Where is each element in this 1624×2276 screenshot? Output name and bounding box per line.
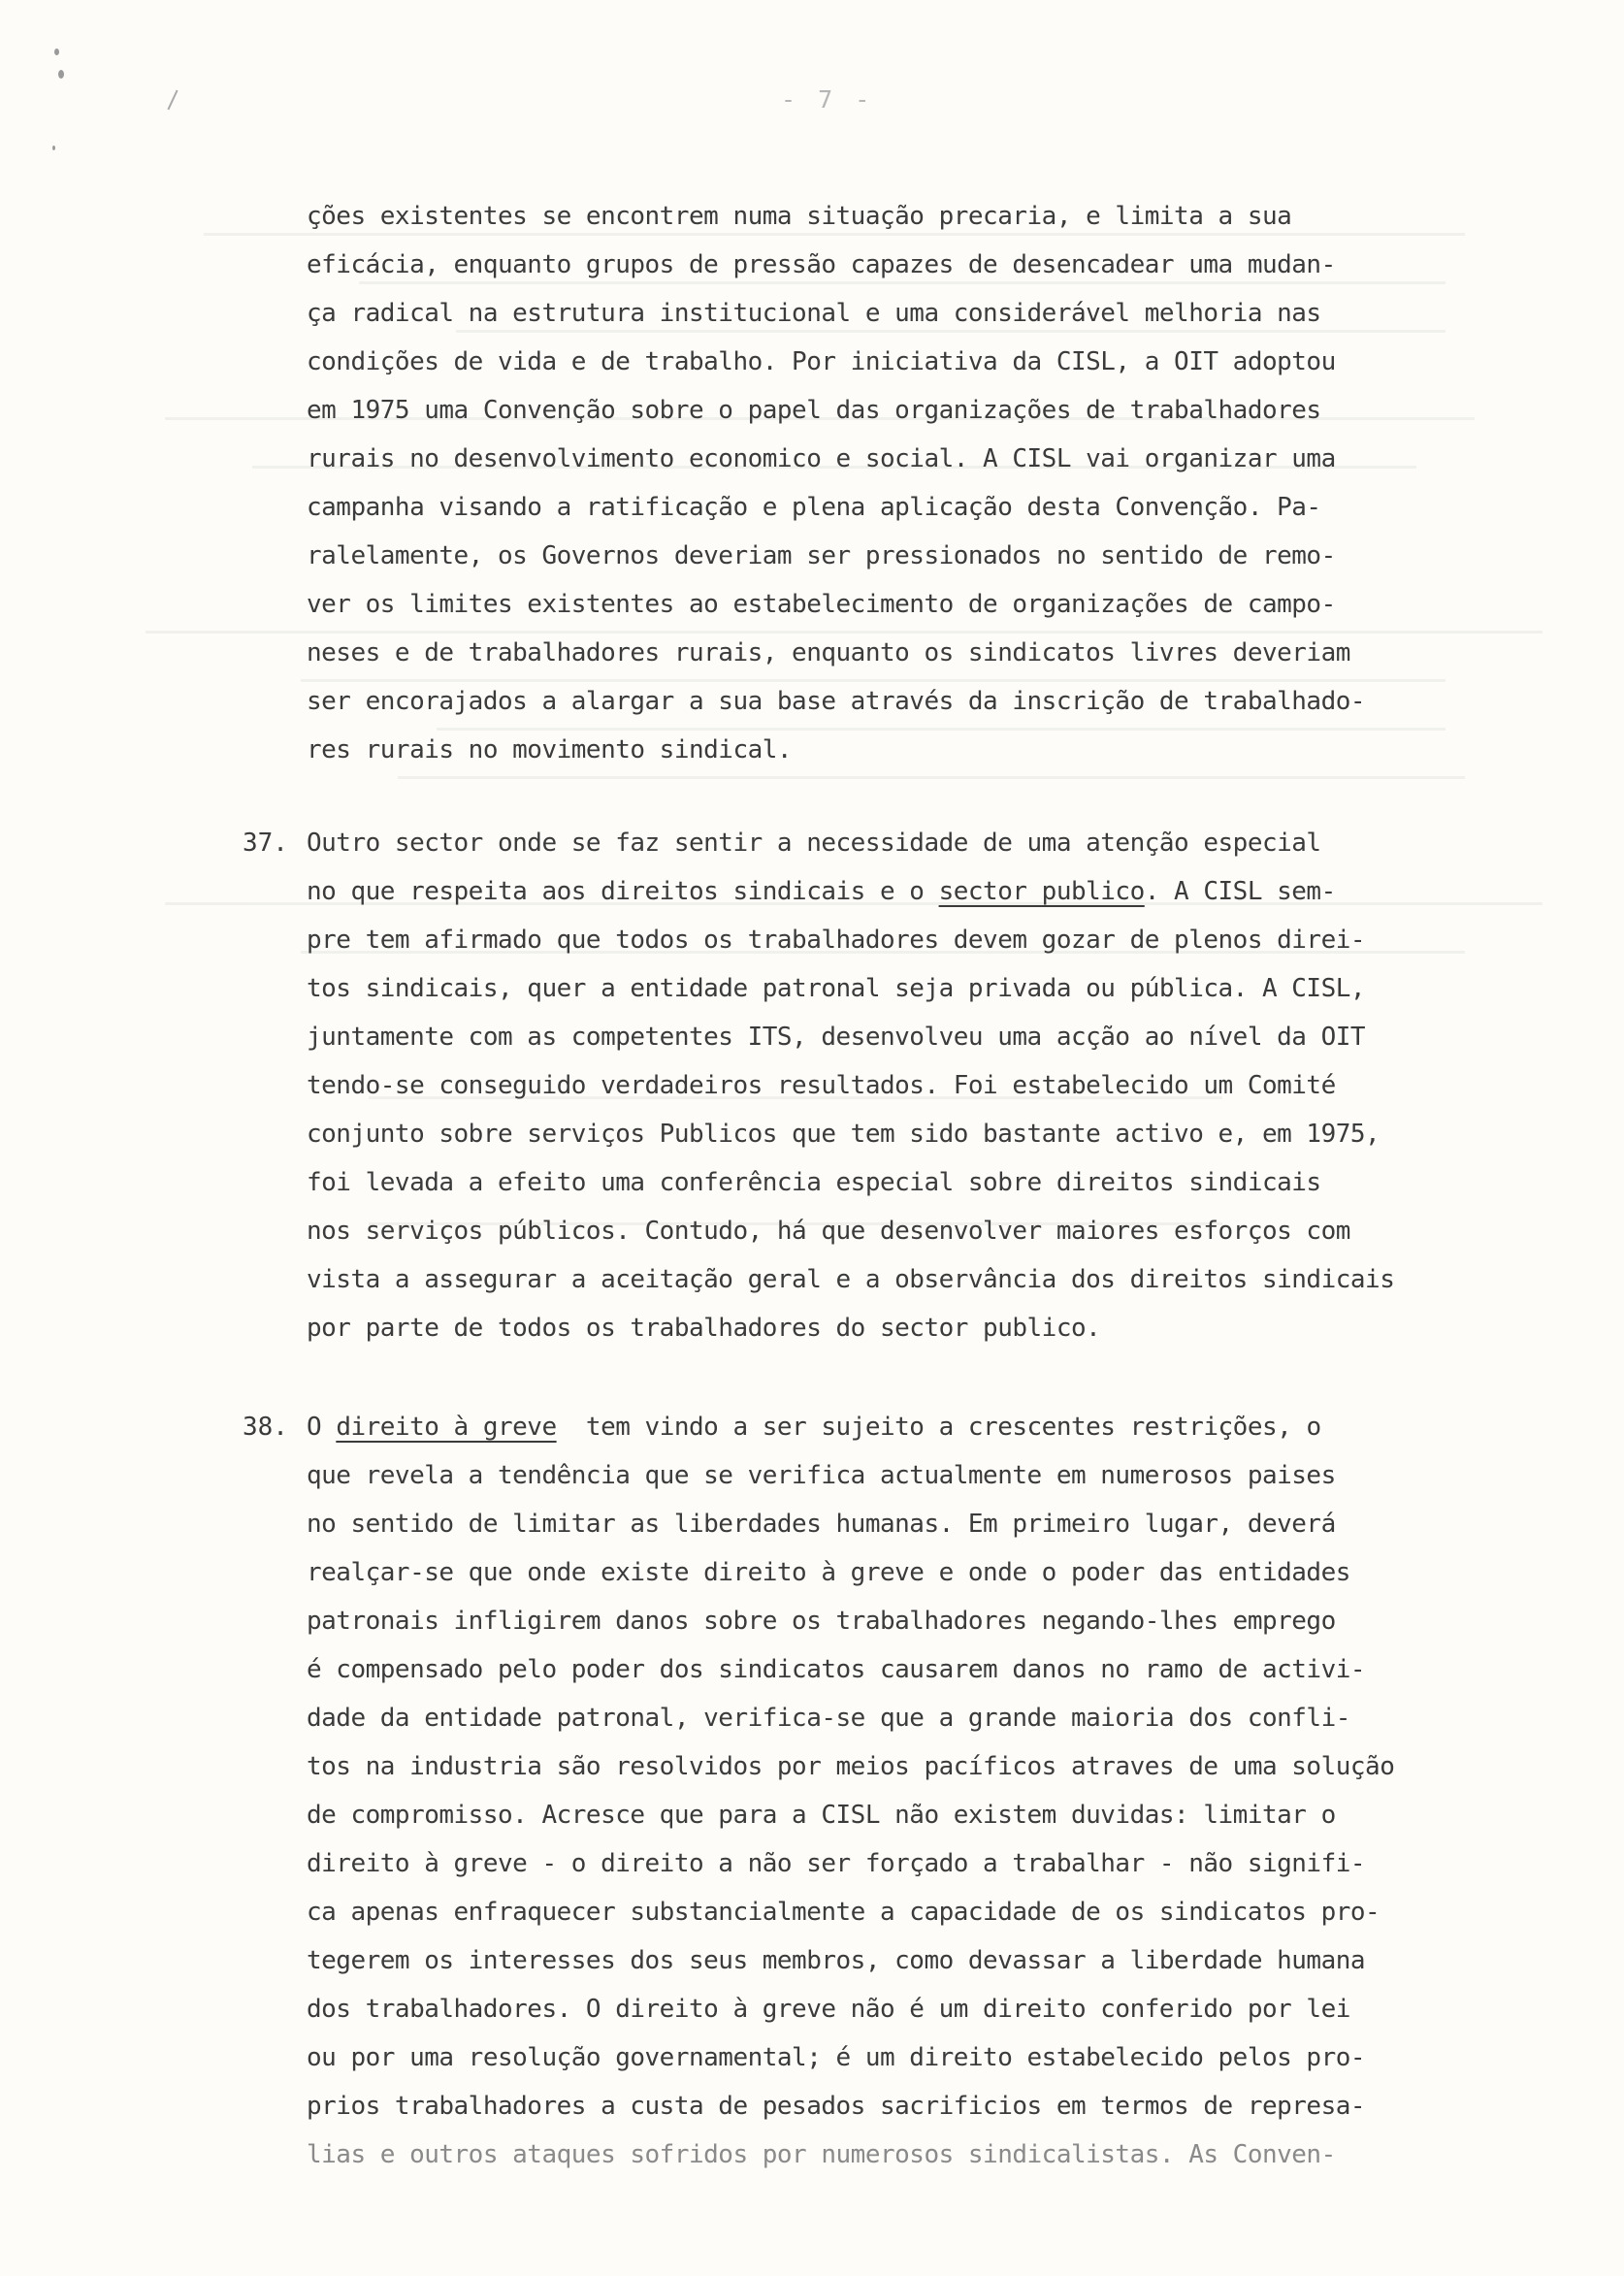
paragraph-body [307, 819, 1539, 1352]
punch-mark [58, 70, 64, 79]
pencil-stroke [167, 90, 178, 111]
text-run: no que respeita aos direitos sindicais e o [307, 877, 939, 906]
text-line: patronais infligirem danos sobre os trabalhadores negando-lhes emprego [307, 1607, 1336, 1636]
text-line: rurais no desenvolvimento economico e social. A CISL vai organizar uma [307, 444, 1336, 473]
text-run: O [307, 1413, 337, 1442]
text-line: ções existentes se encontrem numa situação precaria, e limita a sua [307, 202, 1292, 231]
text-line: dade da entidade patronal, verifica-se que a grande maioria dos confli- [307, 1704, 1350, 1733]
text-line: no sentido de limitar as liberdades humanas. Em primeiro lugar, deverá [307, 1510, 1336, 1539]
text-line: tegerem os interesses dos seus membros, como devassar a liberdade humana [307, 1946, 1366, 1975]
text-line: campanha visando a ratificação e plena aplicação desta Convenção. Pa- [307, 493, 1321, 522]
text-line: foi levada a efeito uma conferência especial sobre direitos sindicais [307, 1168, 1321, 1197]
text-line: ca apenas enfraquecer substancialmente a capacidade de os sindicatos pro- [307, 1898, 1380, 1927]
text-line: nos serviços públicos. Contudo, há que desenvolver maiores esforços com [307, 1217, 1350, 1246]
page-number: - 7 - [781, 85, 874, 114]
text-line: ver os limites existentes ao estabelecimento de organizações de campo- [307, 590, 1336, 619]
text-line: tos sindicais, quer a entidade patronal seja privada ou pública. A CISL, [307, 974, 1366, 1003]
text-line: condições de vida e de trabalho. Por iniciativa da CISL, a OIT adoptou [307, 347, 1336, 376]
paragraph-body [307, 1403, 1539, 2179]
text-line: pre tem afirmado que todos os trabalhadores devem gozar de plenos direi- [307, 926, 1366, 955]
text-line: dos trabalhadores. O direito à greve não é um direito conferido por lei [307, 1995, 1350, 2024]
text-line: realçar-se que onde existe direito à greve e onde o poder das entidades [307, 1558, 1350, 1587]
text-line: conjunto sobre serviços Publicos que tem sido bastante activo e, em 1975, [307, 1120, 1380, 1149]
text-line: é compensado pelo poder dos sindicatos causarem danos no ramo de activi- [307, 1655, 1366, 1684]
text-line: tendo-se conseguido verdadeiros resultados. Foi estabelecido um Comité [307, 1071, 1336, 1100]
text-line: lias e outros ataques sofridos por numerosos sindicalistas. As Conven- [307, 2140, 1336, 2169]
text-line: em 1975 uma Convenção sobre o papel das organizações de trabalhadores [307, 396, 1321, 425]
punch-mark [52, 146, 55, 150]
text-line [307, 1403, 1539, 1451]
text-line [307, 867, 1539, 916]
underlined-term: sector publico [938, 877, 1145, 906]
text-line: tos na industria são resolvidos por meios pacíficos atraves de uma solução [307, 1752, 1395, 1781]
text-line: neses e de trabalhadores rurais, enquanto os sindicatos livres deveriam [307, 638, 1350, 667]
text-run: . A CISL sem- [1144, 877, 1336, 906]
text-line: Outro sector onde se faz sentir a necessidade de uma atenção especial [307, 829, 1321, 858]
punch-mark [54, 49, 59, 55]
text-line: ou por uma resolução governamental; é um direito estabelecido pelos pro- [307, 2043, 1366, 2072]
text-line: por parte de todos os trabalhadores do sector publico. [307, 1314, 1101, 1343]
text-line: direito à greve - o direito a não ser forçado a trabalhar - não signifi- [307, 1849, 1366, 1878]
text-line: prios trabalhadores a custa de pesados sacrificios em termos de represa- [307, 2092, 1366, 2121]
continuation-paragraph [307, 192, 1539, 774]
text-line: ser encorajados a alargar a sua base através da inscrição de trabalhado- [307, 687, 1366, 716]
text-line: que revela a tendência que se verifica actualmente em numerosos paises [307, 1461, 1336, 1490]
text-line: ça radical na estrutura institucional e uma considerável melhoria nas [307, 299, 1321, 328]
text-line: ralelamente, os Governos deveriam ser pressionados no sentido de remo- [307, 541, 1336, 570]
text-run: tem vindo a ser sujeito a crescentes restrições, o [556, 1413, 1321, 1442]
paragraph-number: 37. [243, 829, 288, 858]
underlined-term: direito à greve [336, 1413, 557, 1442]
text-line: eficácia, enquanto grupos de pressão capazes de desencadear uma mudan- [307, 250, 1336, 279]
text-line: res rurais no movimento sindical. [307, 735, 793, 764]
paragraph-number: 38. [243, 1413, 288, 1442]
text-line: de compromisso. Acresce que para a CISL não existem duvidas: limitar o [307, 1801, 1336, 1830]
text-line: vista a assegurar a aceitação geral e a observância dos direitos sindicais [307, 1265, 1395, 1294]
text-line: juntamente com as competentes ITS, desenvolveu uma acção ao nível da OIT [307, 1023, 1366, 1052]
